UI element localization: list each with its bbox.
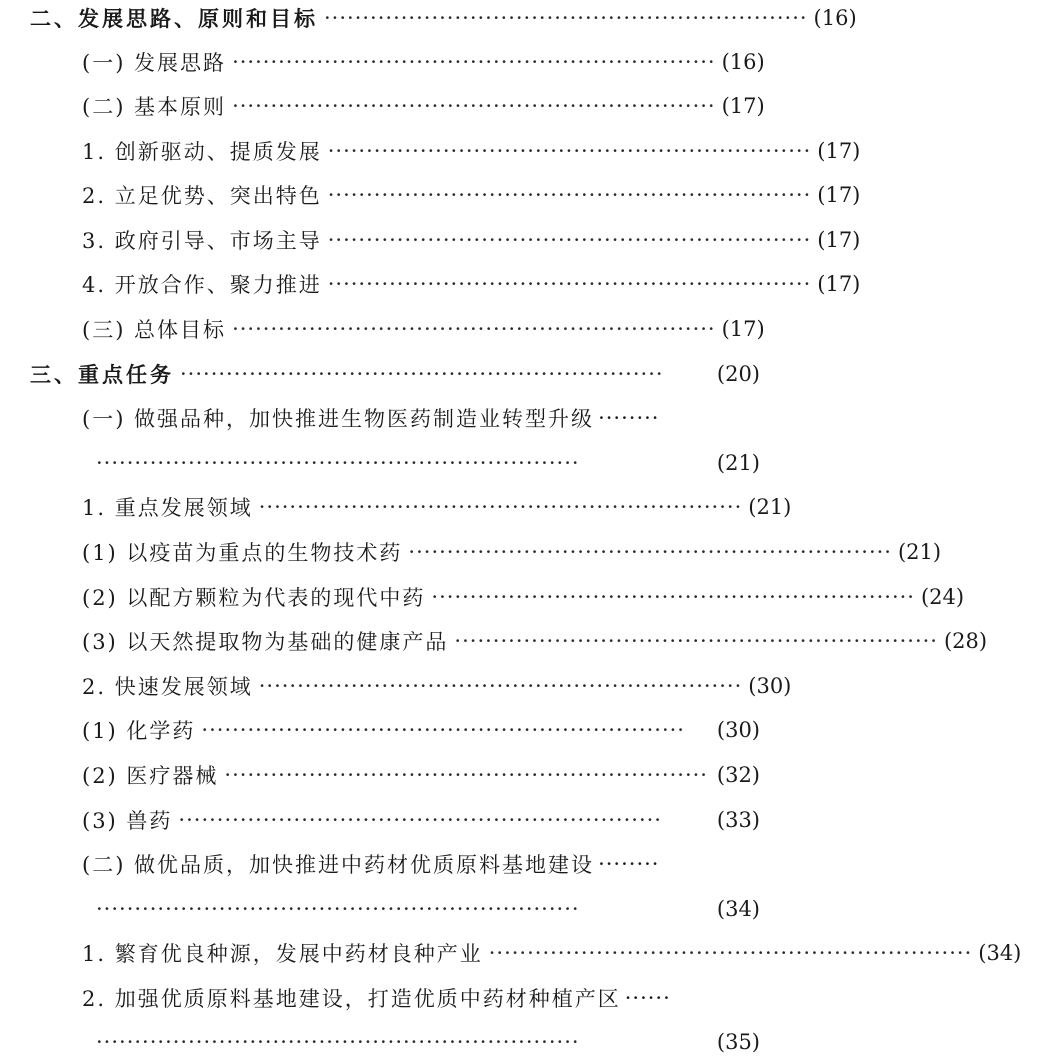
toc-leader-dots: ······························································· [232,50,716,74]
toc-leader-dots: ······························································· [327,183,812,207]
toc-leader-dots: ······························································· [327,272,812,296]
toc-entry-biotech-drugs[interactable] [0,532,942,572]
toc-entry-continuation[interactable] [0,889,800,929]
toc-page-number: (20) [716,362,760,386]
toc-leader-dots: ······························································· [180,362,664,386]
toc-page-number: (17) [721,317,765,341]
toc-entry-title: 2. 加强优质原料基地建设，打造优质中药材种植产区 [82,987,621,1011]
toc-entry-title: (3) 以天然提取物为基础的健康产品 [82,630,449,654]
toc-entry-title: (一) 做强品种，加快推进生物医药制造业转型升级 [82,407,595,431]
toc-page-number: (33) [716,808,760,832]
toc-entry-title: 1. 重点发展领域 [82,496,253,520]
toc-leader-dots: ······························································· [258,674,743,698]
toc-entry-breed-seeds[interactable] [0,933,1022,973]
toc-leader-dots: ······························································· [201,718,685,742]
toc-leader-dots: ······························································· [324,6,808,30]
toc-entry-development-ideas[interactable] [0,42,800,82]
toc-page-number: (21) [716,451,760,475]
toc-leader-dots: ······························································· [327,139,812,163]
toc-entry-title: 2. 立足优势、突出特色 [82,184,322,208]
toc-leader-dots: ······························································· [258,495,743,519]
toc-entry-veterinary-drugs[interactable] [0,800,800,840]
toc-entry-basic-principles[interactable] [0,86,800,126]
toc-entry-section-3[interactable] [0,354,800,394]
toc-entry-rapid-development-fields[interactable] [0,666,800,706]
toc-entry-chemical-drugs[interactable] [0,710,800,750]
toc-leader-dots: ······························································· [178,808,662,832]
toc-entry-title: (3) 兽药 [82,809,173,833]
toc-entry-title: (1) 化学药 [82,719,196,743]
toc-page-number: (28) [943,629,988,653]
toc-page-number: (17) [721,94,765,118]
toc-leader-dots: ······························································· [232,317,716,341]
toc-entry-strengthen-varieties[interactable] [0,398,800,438]
toc-entry-modern-tcm[interactable] [0,577,965,617]
toc-page-number: (16) [813,6,857,30]
toc-leader-dots-trailing: ········ [598,852,660,876]
toc-entry-optimize-quality[interactable] [0,844,800,884]
toc-entry-title: (二) 做优品质，加快推进中药材优质原料基地建设 [82,853,595,877]
toc-entry-title: (一) 发展思路 [82,51,227,75]
toc-leader-dots-trailing: ······ [624,986,671,1010]
toc-page-number: (35) [716,1030,760,1054]
toc-leader-dots: ······························································· [232,94,716,118]
toc-leader-dots: ······························································· [488,941,973,965]
toc-leader-dots: ······························································· [96,897,580,921]
toc-leader-dots-trailing: ········ [598,406,660,430]
toc-entry-title: 1. 创新驱动、提质发展 [82,140,322,164]
toc-leader-dots: ······························································· [327,228,812,252]
toc-entry-title: 三、重点任务 [30,363,174,387]
toc-entry-continuation[interactable] [0,443,800,483]
toc-page-number: (17) [817,183,861,207]
toc-entry-title: 3. 政府引导、市场主导 [82,229,322,253]
toc-page-number: (21) [897,540,942,564]
toc-entry-title: 二、发展思路、原则和目标 [30,7,318,31]
toc-page-number: (21) [748,495,792,519]
toc-entry-key-development-fields[interactable] [0,487,800,527]
toc-entry-title: 2. 快速发展领域 [82,675,253,699]
toc-entry-section-2[interactable] [0,0,857,38]
toc-page-number: (34) [978,941,1022,965]
toc-entry-continuation[interactable] [0,1022,800,1062]
toc-entry-title: 1. 繁育优良种源，发展中药材良种产业 [82,942,483,966]
toc-page-number: (24) [920,585,965,609]
toc-entry-title: (2) 以配方颗粒为代表的现代中药 [82,586,426,610]
toc-entry-principle-2[interactable] [0,175,861,215]
toc-entry-principle-3[interactable] [0,220,861,260]
toc-leader-dots: ······························································· [96,451,580,475]
toc-leader-dots: ······························································· [408,540,892,564]
toc-entry-title: (2) 医疗器械 [82,764,219,788]
toc-entry-raw-material-bases[interactable] [0,978,800,1018]
toc-leader-dots: ······························································· [224,763,708,787]
toc-page-number: (16) [721,50,765,74]
toc-entry-title: 4. 开放合作、聚力推进 [82,273,322,297]
toc-leader-dots: ······························································· [96,1030,580,1054]
toc-page-number: (17) [817,139,861,163]
toc-leader-dots: ······························································· [431,585,915,609]
toc-entry-principle-1[interactable] [0,131,861,171]
toc-entry-health-products[interactable] [0,621,988,661]
toc-entry-principle-4[interactable] [0,264,861,304]
toc-entry-title: (三) 总体目标 [82,318,227,342]
toc-entry-overall-goals[interactable] [0,309,800,349]
toc-entry-title: (1) 以疫苗为重点的生物技术药 [82,541,403,565]
toc-page-number: (17) [817,272,861,296]
toc-page-number: (30) [716,718,760,742]
toc-page-number: (17) [817,228,861,252]
toc-page-number: (30) [748,674,792,698]
toc-page-number: (32) [716,763,760,787]
toc-leader-dots: ······························································· [454,629,938,653]
toc-entry-medical-devices[interactable] [0,755,800,795]
toc-entry-title: (二) 基本原则 [82,95,227,119]
toc-page-number: (34) [716,897,760,921]
